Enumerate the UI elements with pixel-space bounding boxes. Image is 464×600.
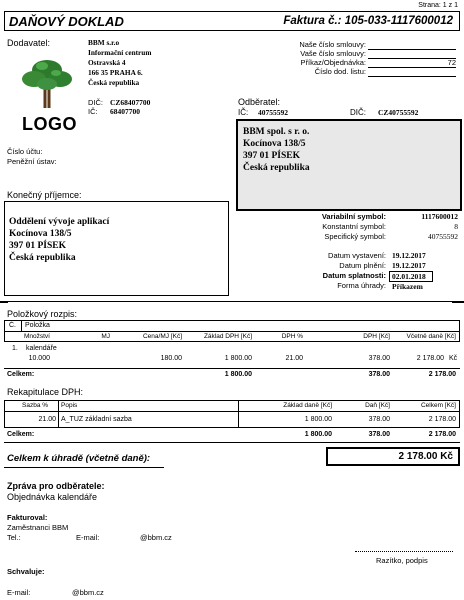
items-col-price: Cena/MJ [Kč] <box>142 333 182 340</box>
items-col-total: Včetně daně [Kč] <box>406 333 456 340</box>
symbol-values: 1117600012 8 40755592 <box>421 212 458 241</box>
customer-dic: CZ40755592 <box>378 108 419 117</box>
signature-line <box>355 551 453 552</box>
vat-row-rate: 21.00 <box>38 416 56 423</box>
row-name: kalendáře <box>26 345 57 352</box>
row-vat: 378.00 <box>368 355 390 362</box>
row-base: 1 800.00 <box>224 355 252 362</box>
customer-ic: 40755592 <box>258 108 288 117</box>
date-values: 19.12.2017 19.12.2017 02.01.2018 Příkazem <box>392 251 433 292</box>
row-total: 2 178.00 <box>416 355 444 362</box>
total-due-box <box>326 447 460 466</box>
supplier-dic: CZ68407700 <box>110 98 151 107</box>
vat-sum-vat: 378.00 <box>368 431 390 438</box>
row-qty: 10.000 <box>28 355 50 362</box>
vat-row-desc: A_TUZ základní sazba <box>61 416 132 423</box>
invoiced-by-email: @bbm.cz <box>140 533 172 542</box>
supplier-address: BBM s.r.o Informační centrum Ostravská 4 166 35 PRAHA 6. Česká republika <box>88 38 152 87</box>
approved-email: @bbm.cz <box>72 588 104 597</box>
due-date-box: 02.01.2018 <box>389 271 433 282</box>
customer-address-box <box>236 119 462 211</box>
items-sum-vat: 378.00 <box>368 371 390 378</box>
invoiced-by-tel-label: Tel.: <box>7 533 21 542</box>
row-vat-pct: 21.00 <box>285 355 303 362</box>
invoice-number: Faktura č.: 105-033-1117600012 <box>283 15 453 27</box>
items-sum-total: 2 178.00 <box>428 371 456 378</box>
message-label: Zpráva pro odběratele: <box>7 481 105 491</box>
recipient-box <box>4 201 229 296</box>
symbol-labels: Variabilní symbol: Konstantní symbol: Specifický symbol: <box>321 212 386 241</box>
row-price: 180.00 <box>160 355 182 362</box>
customer-ic-label: IČ: <box>238 108 249 117</box>
message-text: Objednávka kalendáře <box>7 492 98 502</box>
invoiced-by-email-label: E-mail: <box>76 533 100 542</box>
recipient-label: Konečný příjemce: <box>7 190 82 200</box>
items-col-vat: DPH [Kč] <box>363 333 390 340</box>
vat-row-vat: 378.00 <box>368 416 390 423</box>
supplier-ic-label: IČ: <box>88 107 98 116</box>
stamp-label: Razítko, podpis <box>376 556 428 565</box>
invoiced-by-name: Zaměstnanci BBM <box>7 523 69 532</box>
approved-label: Schvaluje: <box>7 567 45 576</box>
row-number: 1. <box>12 345 18 352</box>
vat-sum-base: 1 800.00 <box>304 431 332 438</box>
vat-col-total: Celkem [Kč] <box>420 402 456 409</box>
page-counter: Strana: 1 z 1 <box>418 2 458 9</box>
items-col-base: Základ DPH [Kč] <box>203 333 252 340</box>
vat-row-total: 2 178.00 <box>428 416 456 423</box>
reference-labels: Naše číslo smlouvy: Vaše číslo smlouvy: Příkaz/Objednávka: Číslo dod. listu: <box>299 40 366 76</box>
items-col-vatpct: DPH % <box>281 333 303 340</box>
vat-col-base: Základ daně [Kč] <box>283 402 332 409</box>
document-title: DAŇOVÝ DOKLAD <box>9 14 124 29</box>
invoiced-by-label: Fakturoval: <box>7 513 48 522</box>
customer-address: BBM spol. s r. o. Kocínova 138/5 397 01 PÍSEK Česká republika <box>243 127 310 173</box>
vat-row-base: 1 800.00 <box>304 416 332 423</box>
vat-col-rate: Sazba % <box>22 402 49 409</box>
logo-text: LOGO <box>22 114 77 134</box>
items-sum-base: 1 800.00 <box>224 371 252 378</box>
items-col-no: Č. <box>9 322 16 329</box>
approved-email-label: E-mail: <box>7 588 31 597</box>
vat-sum-label: Celkem: <box>7 431 35 438</box>
items-col-item: Položka <box>25 322 50 329</box>
items-col-unit: MJ <box>101 333 110 340</box>
items-sum-label: Celkem: <box>7 371 35 378</box>
bank-info: Číslo účtu: Peněžní ústav: <box>7 147 57 166</box>
total-due-value: 2 178.00 Kč <box>398 451 453 462</box>
supplier-label: Dodavatel: <box>7 38 51 48</box>
header-bar <box>4 11 460 31</box>
order-number: 72 <box>447 58 456 67</box>
customer-label: Odběratel: <box>238 97 281 107</box>
vat-summary-title: Rekapitulace DPH: <box>7 387 84 397</box>
tree-logo-icon <box>18 54 76 110</box>
supplier-dic-label: DIČ: <box>88 98 103 107</box>
items-col-qty: Množství <box>23 333 50 340</box>
row-currency: Kč <box>449 355 458 362</box>
items-title: Položkový rozpis: <box>7 309 78 319</box>
vat-sum-total: 2 178.00 <box>428 431 456 438</box>
total-due-label: Celkem k úhradě (včetně daně): <box>7 453 151 464</box>
vat-col-vat: Daň [Kč] <box>365 402 390 409</box>
recipient-address: Oddělení vývoje aplikací Kocínova 138/5 397 01 PÍSEK Česká republika <box>9 217 110 263</box>
date-labels: Datum vystavení: Datum plnění: Datum splatnosti: Forma úhrady: <box>322 251 386 290</box>
vat-col-desc: Popis <box>61 402 78 409</box>
customer-dic-label: DIČ: <box>350 108 366 117</box>
supplier-ic: 68407700 <box>110 107 140 116</box>
